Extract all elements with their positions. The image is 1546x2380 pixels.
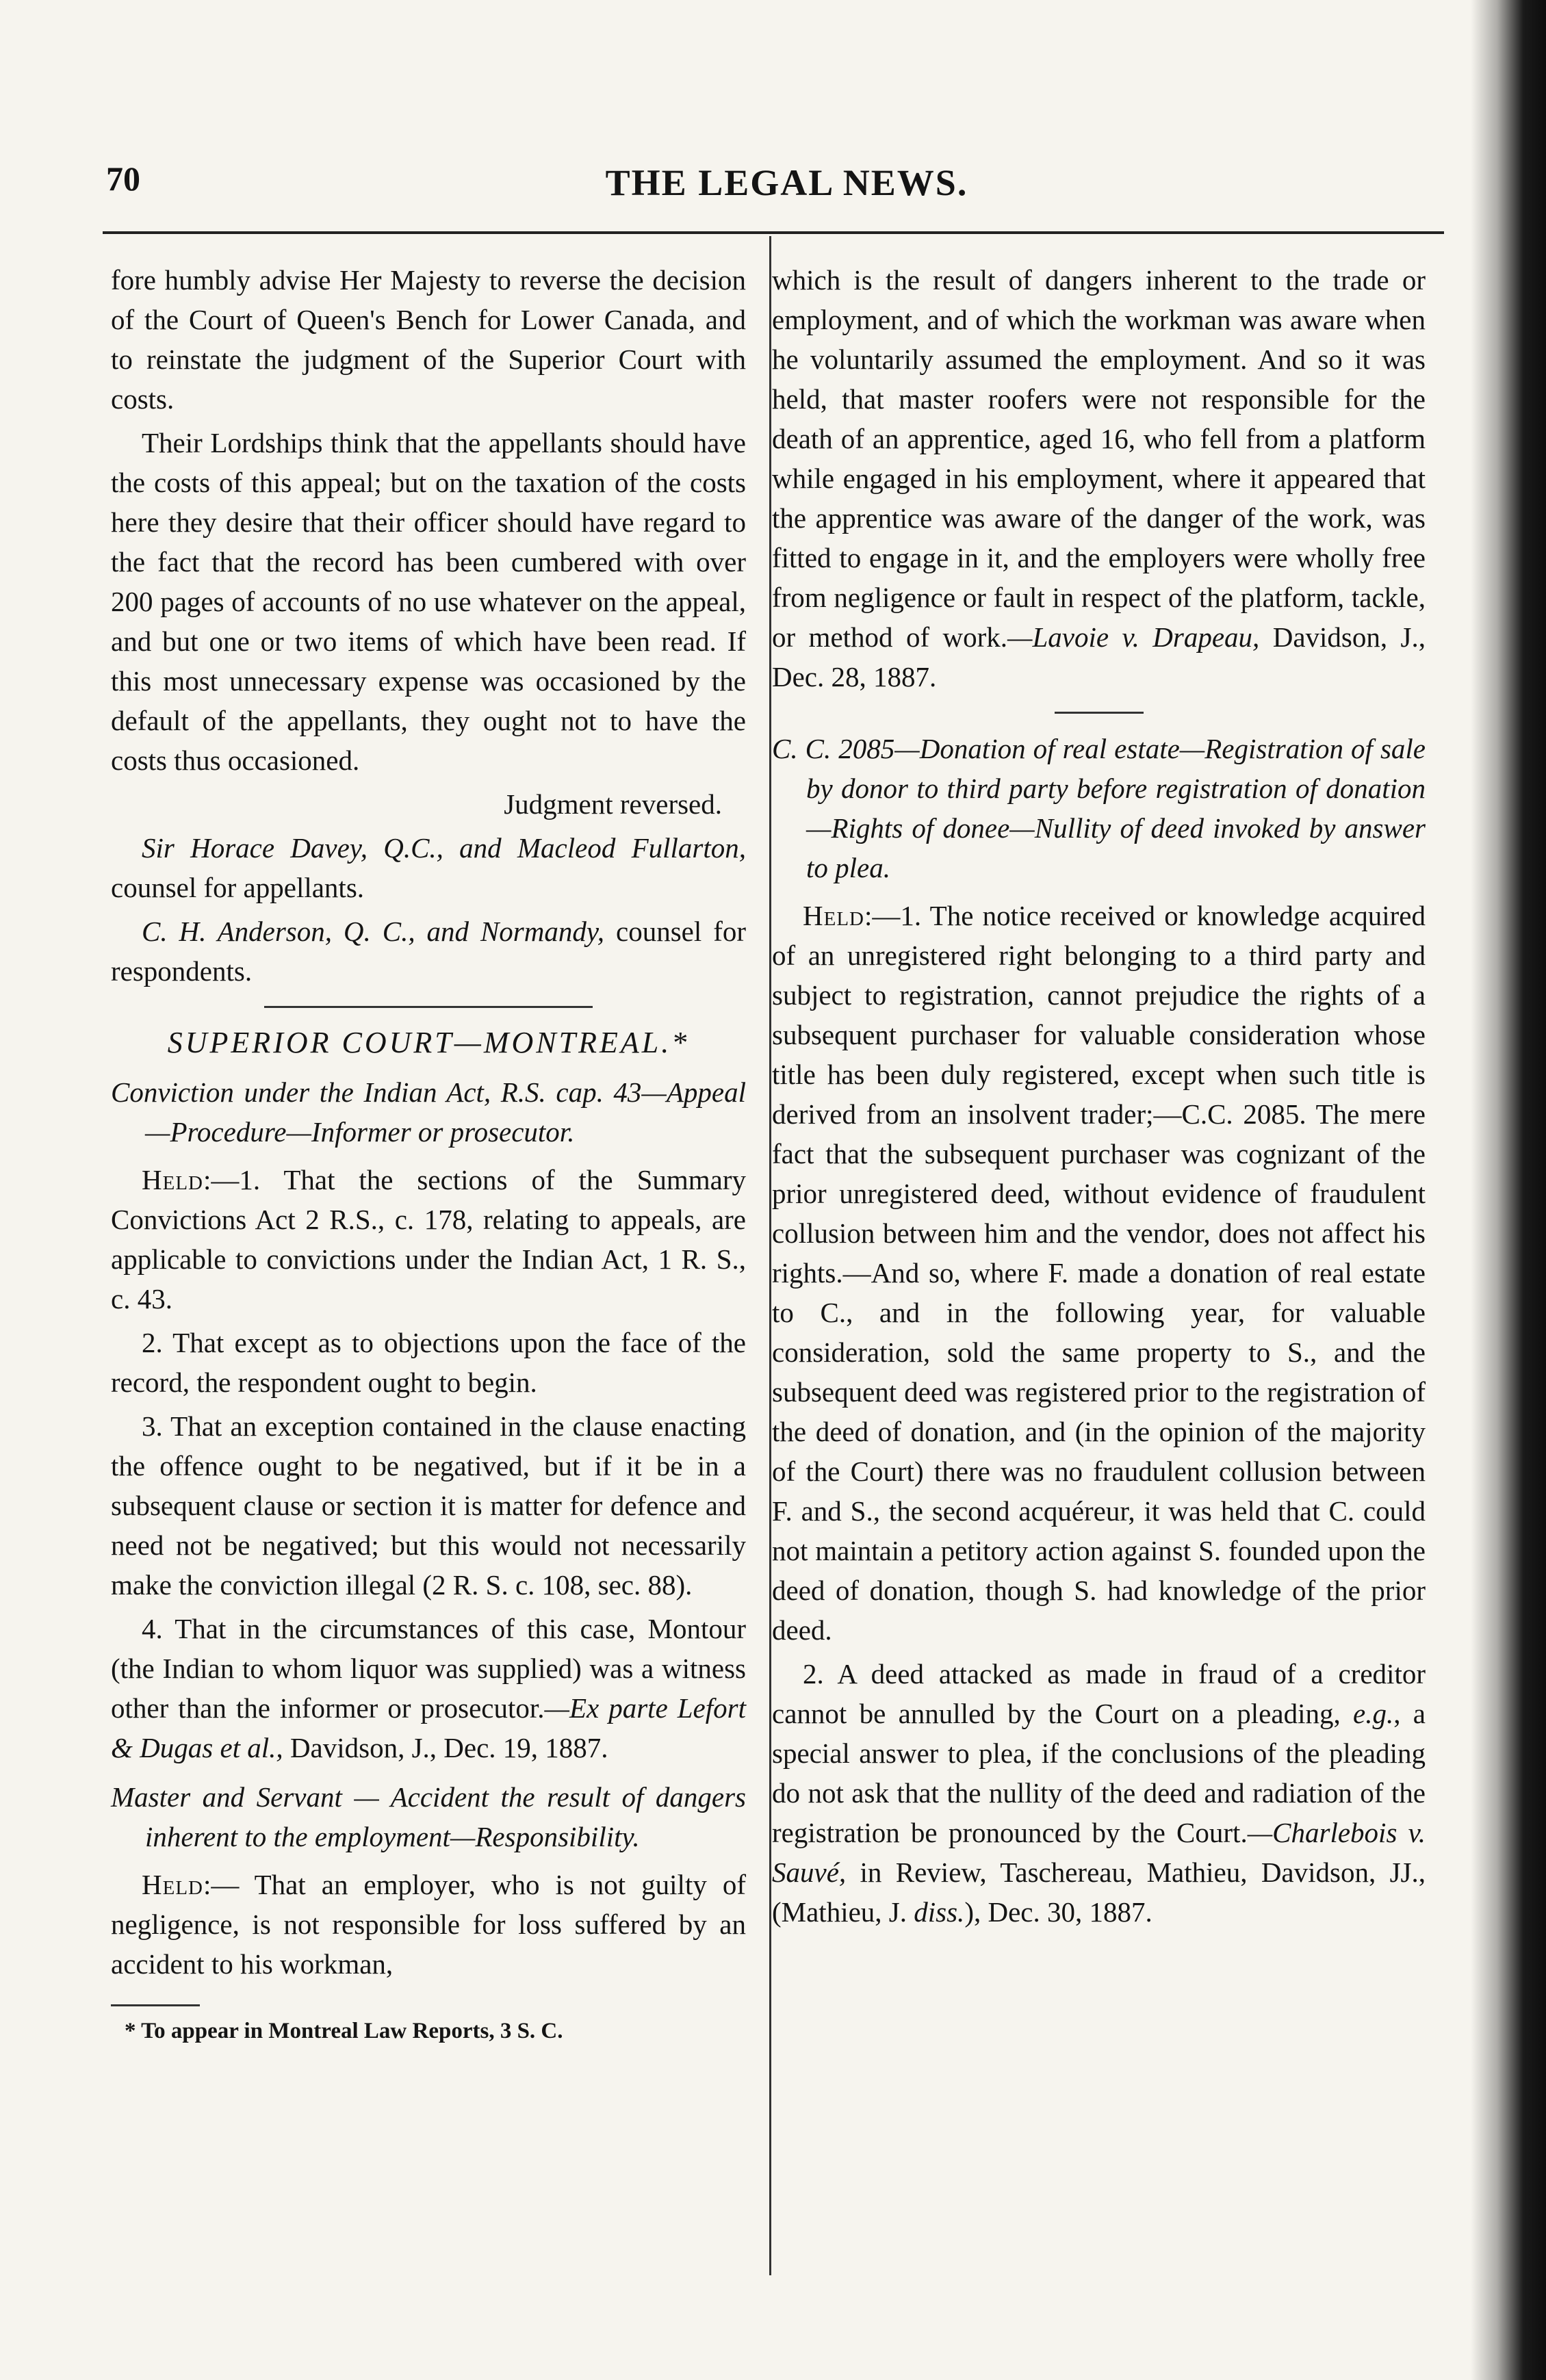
case-citation: —Lavoie v. Drapeau, <box>1007 621 1260 653</box>
case-headnote: Master and Servant — Accident the result of dangers inherent to the employment—Responsibility. <box>111 1781 746 1852</box>
right-column <box>772 260 1426 1936</box>
held-text: 2. A deed attacked as made in fraud of a creditor cannot be annulled by the Court on a pleading, <box>772 1658 1426 1729</box>
held-label: Held <box>803 900 864 931</box>
case-citation: —Charlebois v. Sauvé, <box>772 1817 1426 1888</box>
paragraph: fore humbly advise Her Majesty to reverse the decision of the Court of Queen's Bench for Lower Canada, and to reinstate the judgment of the Superior Court with costs. <box>111 264 746 415</box>
left-column <box>111 260 746 2046</box>
held-paragraph: 2. That except as to objections upon the face of the record, the respondent ought to begin. <box>111 1327 746 1398</box>
held-text: :—1. The notice received or knowledge acquired of an unregistered right belonging to a third party and subject to registration, cannot prejudice the rights of a subsequent purchaser for valuable consideration whose title has been duly registered, except when such title is derived from an insolvent trader;—C.C. 2085. The mere fact that the subsequent purchaser was cognizant of the prior unregistered deed, without evidence of fraudulent collusion between him and the vendor, does not affect his rights.—And so, where F. made a donation of real estate to C., and in the following year, for valuable consideration, sold the same property to S., and the subsequent deed was registered prior to the registration of the deed of donation, and (in the opinion of the majority of the Court) there was no fraudulent collusion between F. and S., the second acquéreur, it was held that C. could not maintain a petitory action against S. founded upon the deed of donation, though S. had knowledge of the prior deed. <box>772 900 1426 1646</box>
held-text: :— That an employer, who is not guilty of negligence, is not responsible for loss suffered by an accident to his workman, <box>111 1869 746 1980</box>
header-rule <box>103 231 1444 234</box>
counsel-appellants <box>111 828 746 907</box>
case-headnote: C. C. 2085—Donation of real estate—Registration of sale by donor to third party before registration of donation—Rights of donee—Nullity of deed invoked by answer to plea. <box>772 733 1426 883</box>
page-number: 70 <box>106 159 140 198</box>
judgment-line: Judgment reversed. <box>504 788 722 820</box>
held-paragraph: 3. That an exception contained in the clause enacting the offence ought to be negatived, but if it be in a subsequent clause or section it is matter for defence and need not be negatived; but this would not necessarily make the conviction illegal (2 R. S. c. 108, sec. 88). <box>111 1410 746 1601</box>
counsel-role: counsel for respondents. <box>111 916 747 987</box>
footnote: * To appear in Montreal Law Reports, 3 S. C. <box>125 2019 563 2043</box>
held-paragraph <box>772 896 1426 1650</box>
case-headnote: Conviction under the Indian Act, R.S. cap. 43—Appeal—Procedure—Informer or prosecutor. <box>111 1076 746 1148</box>
held-paragraph <box>111 1609 746 1768</box>
running-title: THE LEGAL NEWS. <box>605 162 968 203</box>
citation-detail: ), Dec. 30, 1887. <box>964 1896 1152 1928</box>
section-rule <box>264 1006 593 1008</box>
citation-detail: in Review, Taschereau, Mathieu, Davidson, JJ., (Mathieu, J. <box>772 1857 1426 1928</box>
case-citation: —Ex parte Lefort & Dugas et al., <box>111 1692 746 1763</box>
column-divider <box>769 236 771 2275</box>
counsel-respondents <box>111 911 746 991</box>
footnote-rule <box>111 2004 200 2006</box>
held-label: Held <box>142 1869 203 1900</box>
held-text: , a special answer to plea, if the conclusions of the pleading do not ask that the nullity of the deed and radiation of the registration be pronounced by the Court. <box>772 1698 1426 1848</box>
case-separator-rule <box>1055 712 1144 714</box>
held-paragraph <box>111 1865 746 1984</box>
counsel-names: C. H. Anderson, Q. C., and Normandy, <box>142 916 605 947</box>
section-title: SUPERIOR COURT—MONTREAL.* <box>167 1026 690 1059</box>
held-text: :—1. That the sections of the Summary Convictions Act 2 R.S., c. 178, relating to appeals, are applicable to convictions under the Indian Act, 1 R. S., c. 43. <box>111 1164 746 1315</box>
dissent-mark: diss. <box>914 1896 965 1928</box>
counsel-names: Sir Horace Davey, Q.C., and Macleod Fullarton, <box>142 832 746 864</box>
paragraph <box>772 260 1426 697</box>
held-text: which is the result of dangers inherent to the trade or employment, and of which the workman was aware when he voluntarily assumed the employment. And so it was held, that master roofers were not responsible for the death of an apprentice, aged 16, who fell from a platform while engaged in his employment, where it appeared that the apprentice was aware of the danger of the work, was fitted to engage in it, and the employers were wholly free from negligence or fault in respect of the platform, tackle, or method of work. <box>772 264 1426 653</box>
paragraph: Their Lordships think that the appellants should have the costs of this appeal; but on the taxation of the costs here they desire that their officer should have regard to the fact that the record has been cumbered with over 200 pages of accounts of no use whatever on the appeal, and but one or two items of which have been read. If this most unnecessary expense was occasioned by the default of the appellants, they ought not to have the costs thus occasioned. <box>111 427 746 776</box>
held-label: Held <box>142 1164 203 1195</box>
held-text: 4. That in the circumstances of this case, Montour (the Indian to whom liquor was supplied) was a witness other than the informer or prosecutor. <box>111 1613 746 1724</box>
page-edge-shadow <box>1471 0 1546 2380</box>
citation-detail: Davidson, J., Dec. 19, 1887. <box>283 1732 608 1763</box>
held-paragraph <box>111 1160 746 1319</box>
citation-detail: Davidson, J., Dec. 28, 1887. <box>772 621 1426 693</box>
abbreviation: e.g. <box>1353 1698 1394 1729</box>
counsel-role: counsel for appellants. <box>111 872 365 903</box>
held-paragraph <box>772 1654 1426 1932</box>
